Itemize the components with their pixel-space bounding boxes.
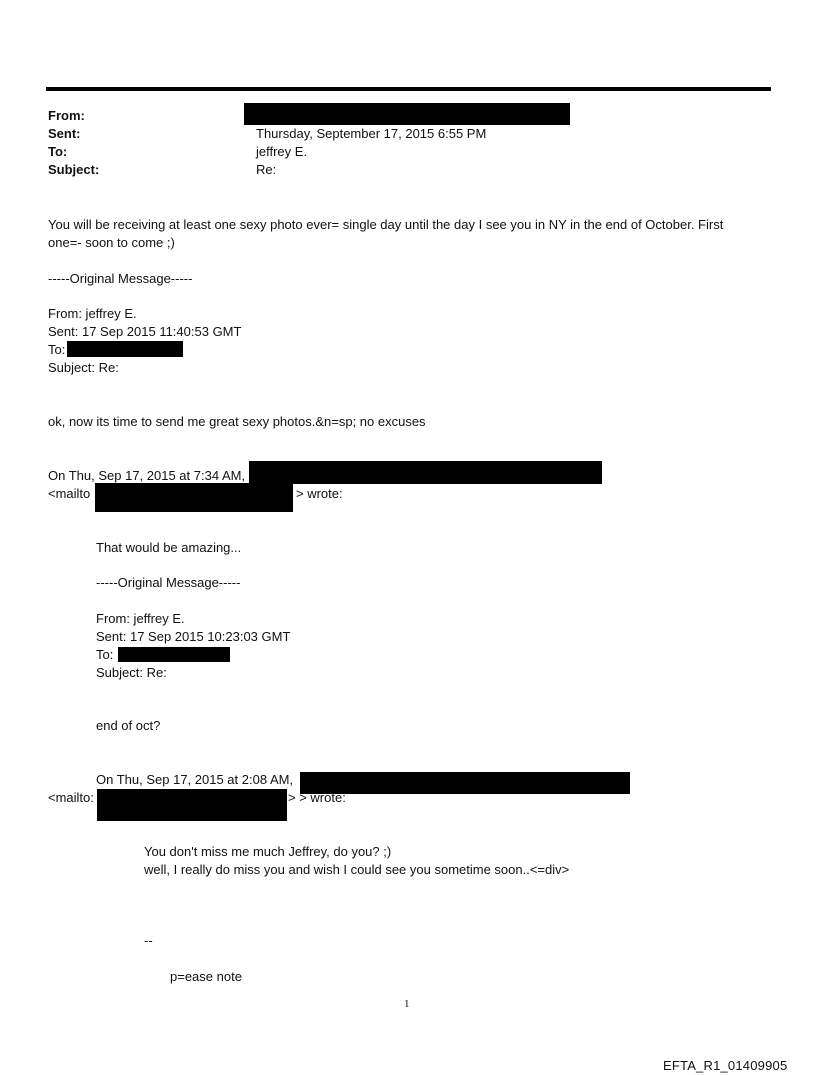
from-label: From:: [48, 108, 85, 123]
mailto-2: <mailto:: [48, 790, 94, 805]
quote2-sent: Sent: 17 Sep 2015 10:23:03 GMT: [96, 629, 291, 644]
from-redaction: [244, 103, 570, 125]
mailto-2-redaction: [97, 789, 287, 821]
quote1-sent: Sent: 17 Sep 2015 11:40:53 GMT: [48, 324, 242, 339]
on-line-1-redaction: [249, 461, 602, 484]
on-line-1: On Thu, Sep 17, 2015 at 7:34 AM,: [48, 468, 246, 483]
original-message-2: -----Original Message-----: [96, 575, 241, 590]
quote1-subject: Subject: Re:: [48, 360, 119, 375]
sent-label: Sent:: [48, 126, 81, 141]
signature-dashes: --: [144, 933, 153, 948]
wrote-2: > > wrote:: [288, 790, 346, 805]
quote1-text: ok, now its time to send me great sexy photos.&n=sp; no excuses: [48, 414, 426, 429]
header-rule: [46, 87, 771, 91]
quote2-to: To:: [96, 647, 114, 662]
note-text: p=ease note: [170, 969, 242, 984]
quote2-text: end of oct?: [96, 718, 161, 733]
quote2-to-redaction: [118, 647, 230, 662]
body-text-2: That would be amazing...: [96, 540, 242, 555]
subject-label: Subject:: [48, 162, 100, 177]
mailto-1: <mailto: [48, 486, 91, 501]
quote2-subject: Subject: Re:: [96, 665, 167, 680]
original-message-1: -----Original Message-----: [48, 271, 193, 286]
subject-value: Re:: [256, 162, 277, 177]
on-line-2-redaction: [300, 772, 630, 794]
to-value: jeffrey E.: [256, 144, 308, 159]
sent-value: Thursday, September 17, 2015 6:55 PM: [256, 126, 487, 141]
quote1-from: From: jeffrey E.: [48, 306, 137, 321]
quote2-from: From: jeffrey E.: [96, 611, 185, 626]
quote1-to: To:: [48, 342, 66, 357]
mailto-1-redaction: [95, 483, 293, 512]
quote1-to-redaction: [67, 341, 183, 357]
body-line-2: one=- soon to come ;): [48, 235, 175, 250]
document-id: EFTA_R1_01409905: [663, 1058, 788, 1073]
wrote-1: > wrote:: [296, 486, 343, 501]
body-text-3a: You don't miss me much Jeffrey, do you? ;): [144, 844, 392, 859]
to-label: To:: [48, 144, 68, 159]
body-line-1: You will be receiving at least one sexy photo ever= single day until the day I see you in NY in the end of October. First: [48, 217, 724, 232]
page-number: 1: [404, 998, 410, 1010]
on-line-2: On Thu, Sep 17, 2015 at 2:08 AM,: [96, 772, 294, 787]
body-text-3b: well, I really do miss you and wish I could see you sometime soon..<=div>: [144, 862, 570, 877]
